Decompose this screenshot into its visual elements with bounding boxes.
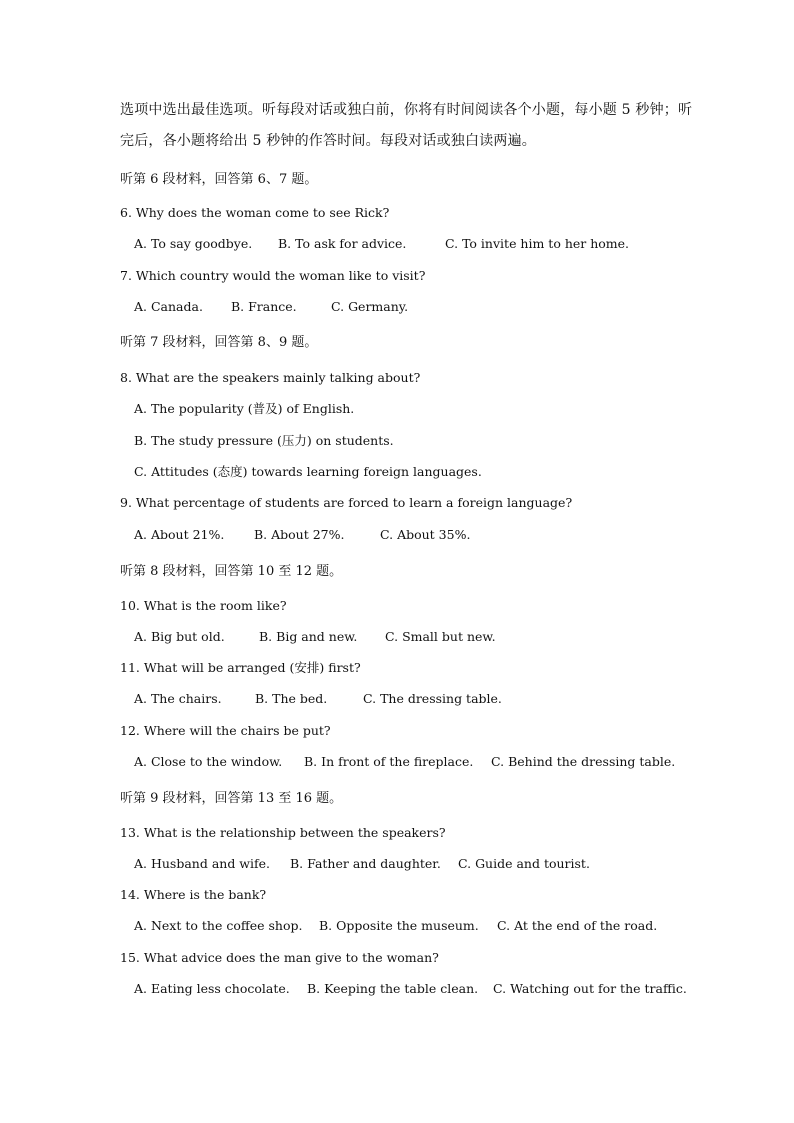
section-heading: 听第 7 段材料，回答第 8、9 题。: [120, 335, 318, 350]
option-a: A. The popularity (普及) of English.: [134, 401, 355, 416]
option-a: A. About 21%.: [134, 527, 225, 542]
option-c: C. About 35%.: [380, 527, 471, 542]
question-13: 13. What is the relationship between the speakers?: [120, 825, 446, 840]
option-b: B. About 27%.: [254, 527, 345, 542]
option-c: C. Germany.: [331, 299, 409, 314]
option-c: C. At the end of the road.: [497, 918, 658, 933]
option-c: C. Behind the dressing table.: [491, 754, 676, 769]
option-b: B. Keeping the table clean.: [307, 981, 479, 996]
question-14: 14. Where is the bank?: [120, 887, 267, 902]
question-9: 9. What percentage of students are forced to learn a foreign language?: [120, 495, 573, 510]
option-a: A. Close to the window.: [134, 754, 283, 769]
option-a: A. To say goodbye.: [134, 236, 253, 251]
option-b: B. The study pressure (压力) on students.: [134, 433, 394, 448]
option-c: C. Watching out for the traffic.: [493, 981, 687, 996]
option-c: C. Small but new.: [385, 629, 496, 644]
question-10: 10. What is the room like?: [120, 598, 287, 613]
option-b: B. The bed.: [255, 691, 328, 706]
question-7: 7. Which country would the woman like to visit?: [120, 268, 426, 283]
option-c: C. Attitudes (态度) towards learning foreign languages.: [134, 464, 482, 479]
option-a: A. The chairs.: [134, 691, 222, 706]
option-b: B. Big and new.: [259, 629, 358, 644]
option-b: B. Opposite the museum.: [319, 918, 479, 933]
option-a: A. Next to the coffee shop.: [134, 918, 303, 933]
section-heading: 听第 8 段材料，回答第 10 至 12 题。: [120, 564, 343, 579]
question-11: 11. What will be arranged (安排) first?: [120, 660, 361, 675]
option-a: A. Big but old.: [134, 629, 225, 644]
option-c: C. Guide and tourist.: [458, 856, 590, 871]
question-12: 12. Where will the chairs be put?: [120, 723, 331, 738]
option-b: B. In front of the fireplace.: [304, 754, 474, 769]
question-15: 15. What advice does the man give to the woman?: [120, 950, 439, 965]
option-a: A. Canada.: [134, 299, 203, 314]
option-b: B. Father and daughter.: [290, 856, 441, 871]
intro-line-1: 选项中选出最佳选项。听每段对话或独白前，你将有时间阅读各个小题，每小题 5 秒钟；听: [120, 102, 693, 118]
section-heading: 听第 9 段材料，回答第 13 至 16 题。: [120, 791, 343, 806]
question-8: 8. What are the speakers mainly talking about?: [120, 370, 421, 385]
option-b: B. France.: [231, 299, 297, 314]
question-6: 6. Why does the woman come to see Rick?: [120, 205, 390, 220]
option-a: A. Eating less chocolate.: [134, 981, 290, 996]
option-b: B. To ask for advice.: [278, 236, 407, 251]
option-c: C. To invite him to her home.: [445, 236, 630, 251]
intro-line-2: 完后，各小题将给出 5 秒钟的作答时间。每段对话或独白读两遍。: [120, 133, 537, 149]
option-c: C. The dressing table.: [363, 691, 502, 706]
section-heading: 听第 6 段材料，回答第 6、7 题。: [120, 172, 318, 187]
option-a: A. Husband and wife.: [134, 856, 270, 871]
